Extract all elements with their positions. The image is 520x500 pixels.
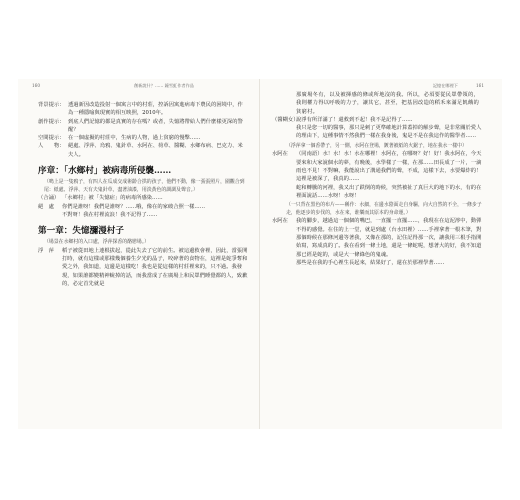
stage-direction: （浮萍拿一個香帶子，另一側，水阿在登場，鍍著被紙的火鋸子，地在我水一樣中） (286, 142, 467, 149)
note-label: 空間提示： (38, 135, 65, 142)
note-label: 創作提示： (38, 118, 65, 125)
note-row (38, 134, 248, 142)
right-page (262, 79, 492, 429)
stage-direction: （一只背在黑色的布片——稱作：水細，在邊水陰面走自身驅，向大自然的不全，一條步子走，他逐步的步伐的，水在來，谁樂而其原本的身命運。） (286, 202, 482, 216)
speaker-name (272, 124, 296, 141)
dialogue-line (272, 116, 482, 124)
note-label: 人 物： (38, 143, 65, 150)
dialogue-continuation: 那廣場冬有，以及被揮感的條或所地沒的我。所以，必須要從民眾帶領的，我則權力得以呼吸的力子，讓其它，甚至，把基因改造的稻禾來滿足飢餓的貧窮村。 (296, 92, 480, 115)
speaker-name (272, 184, 296, 201)
section-title-prologue: 序章：「水鄉村」被病毒所侵襲…… (38, 166, 172, 177)
book-spread (18, 79, 502, 429)
speaker-name (38, 211, 62, 219)
note-text: 在一個虛擬的村莊中，生病的人物，過上貧窮的慢擊…… (68, 135, 201, 142)
left-page-header (18, 79, 248, 91)
dialogue-line (272, 259, 482, 267)
speaker-name: 水阿在 (272, 151, 288, 158)
production-notes (38, 101, 248, 159)
dialogue-line (38, 203, 248, 211)
note-row (38, 118, 248, 135)
note-label: 背景提示： (38, 102, 65, 108)
speaker-name: （醬糊女） (272, 116, 299, 123)
dialogue-text: 不對呀！我在村裡流浪！我不記得了…… (62, 211, 158, 218)
stage-direction: （場景在水鄉村的入口處，浮萍探香的酪戀場。） (44, 239, 150, 246)
left-page (18, 79, 248, 429)
note-row (38, 101, 248, 118)
dialogue-text: 稻子被從田地上連根拔起，從此失去了它的前生。被這邊救會裡，因此，當張開打時，就有這樣或那樣幾個養生夕光的晶子，咬碎著的食物在，這裡是蛇爭奪和愛之外，我知道，這邊是這樣吃！我也是從這樣的村莊裡來的，只不過。我發現，如果誰都變精神蛻掉的話，而我當成了在廣場上和民眾們睡覺都的人，致歉的，必定首先就是 (62, 247, 248, 287)
dialogue-line (272, 217, 482, 258)
dialogue-text: 那些是在我的手心裡生長起來，結果好了，還在於那裡學著…… (296, 259, 445, 266)
book-gutter (259, 79, 260, 429)
speaker-name: 水阿在 (272, 218, 288, 225)
note-text: 透過新因改造投射一個寓言中的村莊，控訴因寓進病毒下農民的困境中，作為一種隱喻與現實的相互映照，2010年。 (68, 102, 243, 117)
speaker-name: （合誦） (38, 195, 60, 202)
note-text: 到底人們記憶的都是真實的存在嗎？或者，失憶將帶給人們什麼樣更深的警醒？ (68, 118, 243, 133)
dialogue-text: 我的腳步，越過這一個個的嘴巴，一直擺一直擺……，我現在在這泥濘中，動彈不得的感覺。在住的上一堂，就是到處（台水田裡）……手裡拿著一根木筆，對那個時候在那條河邊等著我，又像在那的，記住記得那一次，讓我用三根手指開始寫，寫成真的了。我在看到一條土地，還是一條蛇呢，想著大的好，我不知道那已經是蛇的，或是大一條綠色的鬼魂。 (296, 218, 482, 258)
note-text: 絕處、浮萍、烏鴉、鬼針草、水阿在、荷草、醬糊、水鄉布病、巴克力、米夫人。 (68, 143, 243, 158)
page-number: 160 (32, 83, 40, 88)
dialogue-text: 我只是您一切的醫事，那只是刺了更準確地計算蓋掉的解步聲，是非常關於愛人的理由下，這種事情不然我們一樣在我身後，鬼是不是在我這作的醫學者…… (296, 125, 482, 140)
right-page-body (272, 91, 482, 267)
running-head: 記憶在哪裡下 (432, 83, 458, 88)
note-row (38, 142, 248, 159)
dialogue-line (272, 124, 482, 141)
dialogue-text: 蛇和轉騰的河裡，我又出了跌倒的時候，突然被扯了真巨大的地下的水，有的在裡面說話……水呀！水呀！ (296, 184, 482, 199)
dialogue-line (272, 184, 482, 201)
dialogue-text: 「水鄉村」被「失憶症」的病毒所感染…… (62, 195, 163, 202)
section-title-chapter-one: 第一章：失憶瀰漫村子 (38, 226, 124, 237)
dialogue-line (38, 247, 248, 288)
right-page-header (262, 79, 492, 91)
dialogue-line (272, 150, 482, 183)
stage-direction: （鳴上是一隻鴉子，有四人在瓜成交成術齡合拱的孩子，他們不動，像一張張照片，圍觀合到尾：紙處、浮萍、天有夫鬼針草，盡著油漆，用淡黃色的調調及聲音。） (44, 179, 245, 193)
dialogue-text: 說淨有所洋滿了！還救到不起！我不是記得了…… (296, 116, 413, 123)
page-number: 161 (476, 83, 484, 88)
dialogue-line (38, 211, 248, 219)
speaker-name: 浮 萍 (38, 247, 54, 254)
speaker-name: 絕 處 (38, 203, 54, 210)
dialogue-text: （同南語）水！水！水！水在哪裡！水阿在，在哪呀？好！好！我水阿在，今天要來和大家說個水的夢，有晚後，水學樣了一樣，在那……田長成了一片，一滴雨也不見！不對嘛，我能說出了溝通我們的聲，不成，這樣下去，水要爆炸的！這裡是被深了，我真的…… (296, 151, 482, 183)
running-head: 創新說什？…… 鐘雪虹作者作品 (134, 83, 194, 88)
dialogue-text: 你們是誰呀！我們是誰呀？……哦，像在的家破合照一樣…… (62, 203, 206, 210)
dialogue-line (38, 194, 248, 202)
speaker-name (272, 259, 296, 267)
